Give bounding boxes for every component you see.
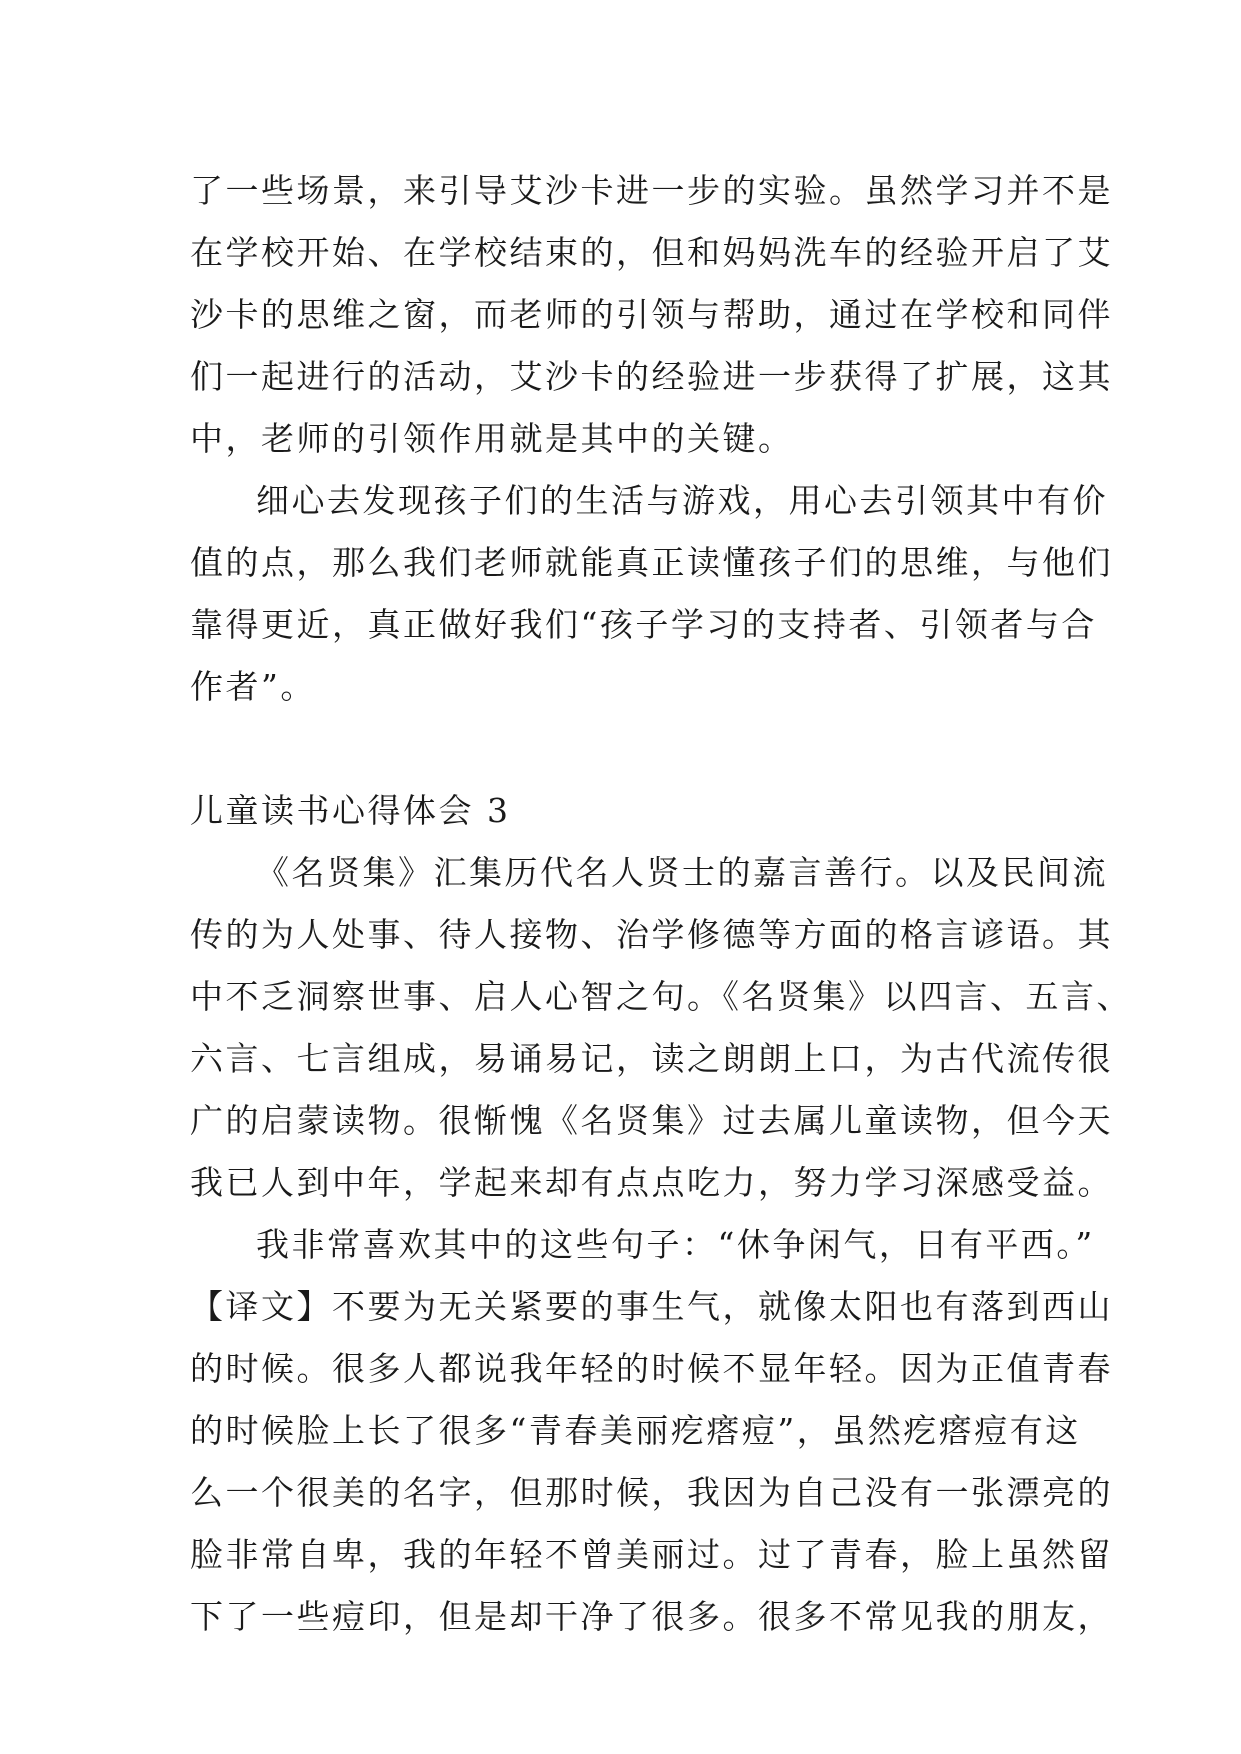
text-line: 了一些场景，来引导艾沙卡进一步的实验。虽然学习并不是 (190, 171, 1113, 210)
text-line: 《名贤集》汇集历代名人贤士的嘉言善行。以及民间流 (256, 853, 1108, 892)
text-line: 中不乏洞察世事、启人心智之句。《名贤集》以四言、五言、 (190, 977, 1132, 1016)
text-line: 下了一些痘印，但是却干净了很多。很多不常见我的朋友， (190, 1597, 1113, 1636)
document-page (190, 160, 1132, 1648)
text-line: 六言、七言组成，易诵易记，读之朗朗上口，为古代流传很 (190, 1039, 1113, 1078)
text-line: 靠得更近，真正做好我们“孩子学习的支持者、引领者与合 (190, 605, 1097, 644)
text-line: 传的为人处事、待人接物、治学修德等方面的格言谚语。其 (190, 915, 1113, 954)
text-line: 么一个很美的名字，但那时候，我因为自己没有一张漂亮的 (190, 1473, 1113, 1512)
text-line: 【译文】不要为无关紧要的事生气，就像太阳也有落到西山 (190, 1287, 1113, 1326)
text-line: 沙卡的思维之窗，而老师的引领与帮助，通过在学校和同伴 (190, 295, 1113, 334)
text-line: 们一起进行的活动，艾沙卡的经验进一步获得了扩展，这其 (190, 357, 1113, 396)
text-line: 我非常喜欢其中的这些句子：“休争闲气，日有平西。” (256, 1225, 1095, 1264)
text-line: 广的启蒙读物。很惭愧《名贤集》过去属儿童读物，但今天 (190, 1101, 1113, 1140)
text-line: 在学校开始、在学校结束的，但和妈妈洗车的经验开启了艾 (190, 233, 1113, 272)
text-line: 值的点，那么我们老师就能真正读懂孩子们的思维，与他们 (190, 543, 1113, 582)
text-line: 我已人到中年，学起来却有点点吃力，努力学习深感受益。 (190, 1163, 1113, 1202)
paragraph (190, 1214, 1113, 1648)
text-line: 的时候。很多人都说我年轻的时候不显年轻。因为正值青春 (190, 1349, 1113, 1388)
text-line: 作者”。 (190, 667, 316, 706)
text-line: 的时候脸上长了很多“青春美丽疙瘩痘”，虽然疙瘩痘有这 (190, 1411, 1081, 1450)
paragraph (190, 842, 1132, 1214)
paragraph (190, 160, 1113, 470)
paragraph (190, 470, 1113, 718)
paragraph-gap (190, 718, 1060, 780)
text-line: 脸非常自卑，我的年轻不曾美丽过。过了青春，脸上虽然留 (190, 1535, 1113, 1574)
text-line: 中，老师的引领作用就是其中的关键。 (190, 419, 794, 458)
text-line: 细心去发现孩子们的生活与游戏，用心去引领其中有价 (256, 481, 1108, 520)
section-title: 儿童读书心得体会 3 (190, 791, 511, 830)
